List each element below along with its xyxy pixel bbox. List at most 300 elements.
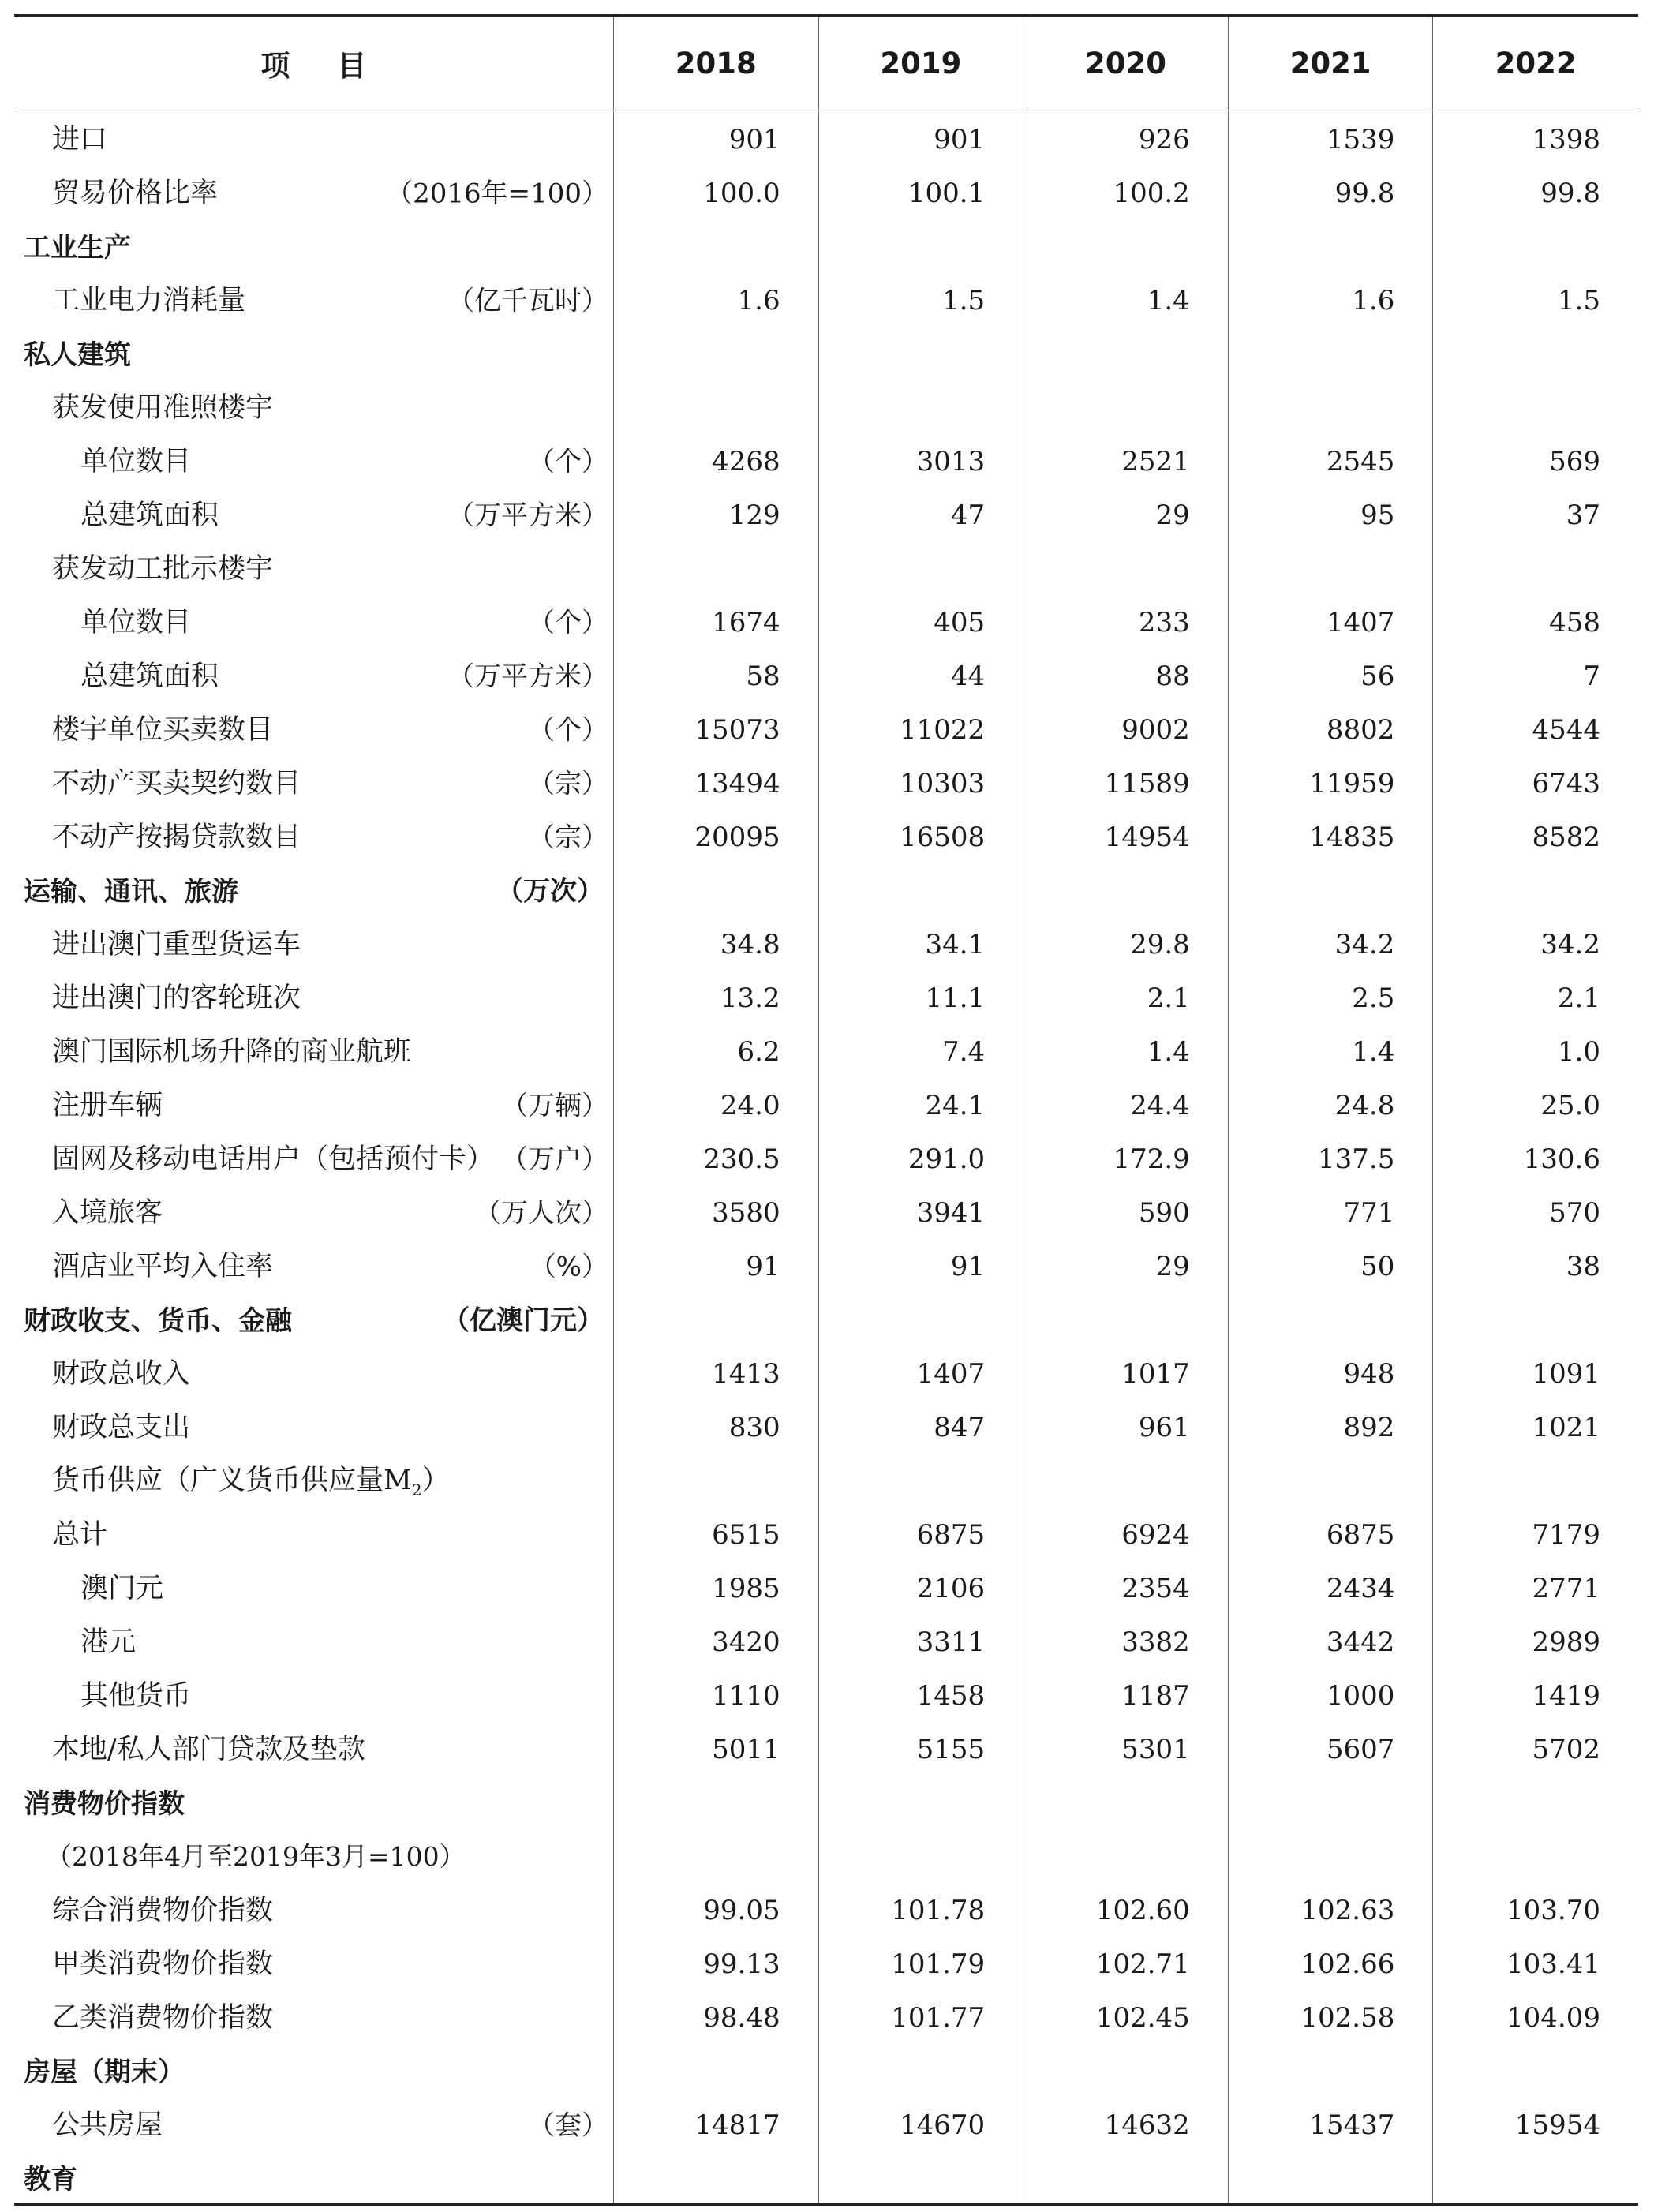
value-cell: 901 [614,110,819,164]
row-label-cell [14,379,614,432]
row-label-cell [14,701,614,754]
value-cell [819,540,1024,593]
value-cell [1023,862,1229,915]
value-cell: 2771 [1532,1573,1600,1604]
value-cell [1229,218,1434,271]
value-cell [1433,540,1638,593]
value-cell: 99.05 [614,1881,819,1935]
row-label-cell [14,915,614,969]
value-cell: 102.66 [1229,1935,1434,1989]
value-cell: 34.2 [1540,929,1600,960]
value-cell: 6743 [1532,768,1600,799]
row-label-cell [14,1076,614,1130]
row-label-text: 总建筑面积 [80,500,219,531]
row-label-text: 获发动工批示楼宇 [52,553,274,585]
row-unit: （万人次） [474,1197,608,1230]
value-cell: 3580 [614,1184,819,1237]
row-label-text: 消费物价指数 [24,1787,185,1820]
row-label-text: 综合消费物价指数 [52,1895,274,1926]
value-cell [1023,325,1229,379]
value-cell: 1021 [1532,1412,1600,1443]
value-cell [819,218,1024,271]
value-cell: 103.70 [1506,1895,1600,1926]
value-cell: 47 [819,486,1024,540]
value-cell: 1000 [1229,1667,1434,1720]
value-cell: 11022 [819,701,1024,754]
row-label-cell [14,2096,614,2150]
value-cell: 9002 [1023,701,1229,754]
row-label-text: 教育 [24,2163,77,2195]
value-cell [614,540,819,593]
header-year: 2022 [1495,46,1577,80]
row-label-cell [14,2150,614,2203]
value-cell [1229,862,1434,915]
value-cell: 1187 [1023,1667,1229,1720]
row-label [14,601,191,640]
value-cell: 29 [1023,1237,1229,1291]
row-label-cell [14,593,614,647]
row-label [14,1888,273,1928]
value-cell: 14670 [819,2096,1024,2150]
table-row [14,1559,1638,1613]
value-cell: 13494 [614,754,819,808]
row-label [14,2050,185,2089]
row-label-cell [14,1881,614,1935]
row-label-text: 贸易价格比率 [52,178,219,209]
value-cell: 11.1 [819,969,1024,1023]
row-label [14,1352,190,1391]
value-cell: 101.79 [819,1935,1024,1989]
value-cell: 137.5 [1229,1130,1434,1184]
value-cell [1023,1774,1229,1828]
value-cell: 7 [1583,661,1600,692]
value-cell: 44 [819,647,1024,701]
value-cell: 5011 [614,1720,819,1774]
table-row [14,915,1638,969]
table-row [14,1184,1638,1237]
table-row [14,164,1638,218]
value-cell: 892 [1229,1398,1434,1452]
value-cell: 24.4 [1023,1076,1229,1130]
row-label [14,1674,191,1713]
row-label [14,1458,450,1499]
table-row [14,808,1638,862]
row-label [14,1996,273,2035]
value-cell: 13.2 [614,969,819,1023]
value-cell [819,1291,1024,1345]
value-cell [614,1774,819,1828]
row-label-text: 进口 [52,124,108,155]
row-label-subscript: 2 [411,1480,422,1499]
row-unit: （2016年=100） [386,178,608,210]
row-label [14,708,273,747]
value-cell [1433,1452,1638,1506]
value-cell: 1.4 [1023,271,1229,325]
value-cell: 91 [819,1237,1024,1291]
value-cell [819,379,1024,432]
row-unit: （万平方米） [447,500,608,532]
value-cell: 14817 [614,2096,819,2150]
value-cell: 101.77 [819,1989,1024,2042]
value-cell: 1.4 [1229,1023,1434,1076]
table-row [14,325,1638,379]
value-cell: 88 [1023,647,1229,701]
value-cell: 590 [1023,1184,1229,1237]
row-label [14,493,219,533]
value-cell: 4268 [614,432,819,486]
table-row [14,1023,1638,1076]
value-cell: 2521 [1023,432,1229,486]
row-label [14,654,219,694]
row-label [14,1566,163,1606]
row-label [14,1030,411,1069]
table-row [14,1667,1638,1720]
value-cell: 1.5 [819,271,1024,325]
value-cell: 2106 [819,1559,1024,1613]
table-row [14,1345,1638,1398]
row-label [14,1405,190,1445]
value-cell: 16508 [819,808,1024,862]
value-cell [1433,1291,1638,1345]
row-unit: （宗） [528,822,608,854]
value-cell: 1674 [614,593,819,647]
row-label [14,1836,466,1873]
value-cell: 100.2 [1023,164,1229,218]
row-label-text: 获发使用准照楼宇 [52,392,274,424]
value-cell [1023,540,1229,593]
row-label-text: 酒店业平均入住率 [52,1251,274,1282]
row-label-cell [14,1345,614,1398]
value-cell: 569 [1549,446,1600,477]
value-cell: 6924 [1023,1506,1229,1559]
value-cell [1433,862,1638,915]
row-label-text: 固网及移动电话用户（包括预付卡） [52,1143,495,1175]
value-cell: 104.09 [1506,2002,1600,2034]
table-row [14,1398,1638,1452]
table-row [14,2096,1638,2150]
row-label [14,118,107,157]
value-cell: 11589 [1023,754,1229,808]
value-cell: 5155 [819,1720,1024,1774]
row-unit: （万平方米） [447,661,608,693]
value-cell [614,1291,819,1345]
value-cell: 15073 [614,701,819,754]
value-cell: 14954 [1023,808,1229,862]
value-cell: 20095 [614,808,819,862]
value-cell: 1458 [819,1667,1024,1720]
value-cell [1433,1774,1638,1828]
value-cell: 98.48 [614,1989,819,2042]
value-cell: 58 [614,647,819,701]
row-label [14,976,301,1016]
value-cell [1023,2042,1229,2096]
value-cell [1023,379,1229,432]
row-unit: （个） [528,446,608,478]
value-cell: 56 [1229,647,1434,701]
value-cell: 14632 [1023,2096,1229,2150]
value-cell: 130.6 [1523,1143,1600,1175]
row-unit: （套） [528,2109,608,2142]
row-label [14,1244,273,1284]
value-cell: 11959 [1229,754,1434,808]
value-cell [1433,325,1638,379]
value-cell [1229,1828,1434,1881]
value-cell: 8582 [1532,822,1600,853]
value-cell: 1985 [614,1559,819,1613]
value-cell: 830 [614,1398,819,1452]
table-row [14,1720,1638,1774]
row-label-text: 入境旅客 [52,1197,163,1229]
table-row [14,593,1638,647]
value-cell: 102.63 [1229,1881,1434,1935]
row-label-cell [14,1398,614,1452]
row-label-cell [14,1506,614,1559]
value-cell: 100.0 [614,164,819,218]
row-label [14,547,273,586]
row-label [14,2158,77,2196]
row-label-cell [14,271,614,325]
row-label-text: 工业生产 [24,231,131,264]
row-label-text: 乙类消费物价指数 [52,2002,274,2034]
row-label [14,1191,163,1230]
value-cell: 1.6 [1229,271,1434,325]
value-cell [1023,1828,1229,1881]
table-row [14,1828,1638,1881]
row-label-text: 注册车辆 [52,1090,163,1121]
row-label-text: 甲类消费物价指数 [52,1948,274,1980]
value-cell: 1419 [1532,1680,1600,1712]
value-cell: 101.78 [819,1881,1024,1935]
value-cell [614,2042,819,2096]
row-label-cell [14,218,614,271]
value-cell: 100.1 [819,164,1024,218]
row-label-cell [14,2042,614,2096]
value-cell: 771 [1229,1184,1434,1237]
value-cell: 2.5 [1229,969,1434,1023]
table-row [14,754,1638,808]
row-label [14,440,191,479]
value-cell: 34.1 [819,915,1024,969]
row-label [14,171,218,211]
value-cell [1433,1828,1638,1881]
row-label [14,1782,185,1821]
value-cell [1229,1452,1434,1506]
row-label-cell [14,486,614,540]
table-row [14,2150,1638,2203]
value-cell: 3382 [1023,1613,1229,1667]
value-cell [1023,1452,1229,1506]
row-label-text: 总计 [52,1519,108,1551]
row-unit: （亿澳门元） [443,1304,604,1337]
value-cell [1229,325,1434,379]
value-cell [1229,2042,1434,2096]
value-cell: 948 [1229,1345,1434,1398]
row-label [14,923,301,962]
value-cell: 2354 [1023,1559,1229,1613]
row-label-text: 港元 [80,1626,137,1658]
value-cell: 99.13 [614,1935,819,1989]
value-cell: 172.9 [1023,1130,1229,1184]
table-row [14,271,1638,325]
value-cell [1433,2042,1638,2096]
row-label [14,815,301,855]
table-row [14,1989,1638,2042]
value-cell: 2545 [1229,432,1434,486]
value-cell [1023,218,1229,271]
value-cell: 102.71 [1023,1935,1229,1989]
value-cell: 230.5 [614,1130,819,1184]
value-cell: 1407 [819,1345,1024,1398]
value-cell: 233 [1023,593,1229,647]
value-cell: 1.0 [1557,1036,1600,1068]
value-cell: 14835 [1229,808,1434,862]
value-cell [819,2150,1024,2203]
table-body [14,110,1638,2203]
row-label-text: 财政总支出 [52,1412,191,1443]
value-cell: 7179 [1532,1519,1600,1551]
table-row [14,379,1638,432]
row-label [14,1727,365,1767]
statistics-table [14,14,1638,2206]
row-label-text: 单位数目 [80,446,192,477]
value-cell: 1.4 [1023,1023,1229,1076]
value-cell [1023,2150,1229,2203]
table-row [14,1076,1638,1130]
table-row [14,1452,1638,1506]
value-cell: 1.6 [614,271,819,325]
value-cell: 7.4 [819,1023,1024,1076]
value-cell [614,862,819,915]
row-label-cell [14,432,614,486]
row-unit: （个） [528,607,608,639]
value-cell: 2.1 [1023,969,1229,1023]
value-cell: 6515 [614,1506,819,1559]
table-row [14,1130,1638,1184]
row-label-text: 总建筑面积 [80,661,219,692]
value-cell: 4544 [1532,714,1600,746]
row-label-text: 货币供应（广义货币供应量M [52,1465,412,1496]
row-label-cell [14,808,614,862]
value-cell [1023,1291,1229,1345]
row-label-cell [14,1613,614,1667]
value-cell: 3420 [614,1613,819,1667]
row-label-text: 公共房屋 [52,2109,163,2141]
header-year: 2021 [1229,17,1434,110]
table-row [14,701,1638,754]
value-cell: 8802 [1229,701,1434,754]
value-cell: 37 [1566,500,1600,531]
value-cell [1229,1291,1434,1345]
value-cell [1433,218,1638,271]
row-label-text: （2018年4月至2019年3月=100） [46,1840,466,1872]
table-row [14,1774,1638,1828]
row-label-text: 进出澳门的客轮班次 [52,982,301,1014]
row-label-cell [14,164,614,218]
value-cell [819,325,1024,379]
row-label-cell [14,1023,614,1076]
row-unit: （万次） [496,875,604,908]
value-cell: 24.1 [819,1076,1024,1130]
value-cell [1433,2150,1638,2203]
value-cell [614,2150,819,2203]
table-row [14,2042,1638,2096]
row-unit: （万辆） [501,1090,608,1122]
row-label [14,1513,107,1552]
table-row [14,1935,1638,1989]
row-label-tail: ） [421,1465,450,1496]
row-label-cell [14,1184,614,1237]
value-cell: 1110 [614,1667,819,1720]
table-row [14,647,1638,701]
row-label [14,870,238,908]
row-label-cell [14,1237,614,1291]
value-cell [614,218,819,271]
value-cell: 5607 [1229,1720,1434,1774]
value-cell: 99.8 [1229,164,1434,218]
value-cell [819,2042,1024,2096]
value-cell: 291.0 [819,1130,1024,1184]
row-label-cell [14,969,614,1023]
row-label-cell [14,110,614,164]
value-cell [614,379,819,432]
value-cell: 34.8 [614,915,819,969]
row-label-cell [14,1452,614,1506]
value-cell: 102.58 [1229,1989,1434,2042]
row-label-text: 私人建筑 [24,339,131,371]
value-cell: 6875 [819,1506,1024,1559]
value-cell: 91 [614,1237,819,1291]
row-label-text: 房屋（期末） [24,2056,185,2088]
value-cell: 25.0 [1540,1090,1600,1121]
row-label-cell [14,325,614,379]
value-cell: 50 [1229,1237,1434,1291]
value-cell [1229,2150,1434,2203]
value-cell: 3013 [819,432,1024,486]
value-cell: 926 [1023,110,1229,164]
row-label [14,1620,136,1660]
value-cell: 2434 [1229,1559,1434,1613]
value-cell: 3442 [1229,1613,1434,1667]
row-label-cell [14,1720,614,1774]
value-cell: 15437 [1229,2096,1434,2150]
row-label-text: 财政总收入 [52,1358,191,1390]
value-cell: 29 [1023,486,1229,540]
row-label [14,1942,273,1982]
value-cell: 1091 [1532,1358,1600,1390]
table-row [14,969,1638,1023]
row-unit: （宗） [528,768,608,800]
row-label-cell [14,754,614,808]
value-cell: 961 [1023,1398,1229,1452]
value-cell: 3311 [819,1613,1024,1667]
value-cell: 102.45 [1023,1989,1229,2042]
header-year: 2019 [819,17,1024,110]
header-year: 2018 [614,17,819,110]
table-row [14,1881,1638,1935]
row-label-cell [14,1935,614,1989]
header-year: 2020 [1023,17,1229,110]
value-cell: 405 [819,593,1024,647]
row-label [14,1084,163,1123]
value-cell: 458 [1549,607,1600,638]
row-label-cell [14,1559,614,1613]
row-label-text: 不动产买卖契约数目 [52,768,301,799]
table-row [14,110,1638,164]
value-cell [819,862,1024,915]
value-cell: 2989 [1532,1626,1600,1658]
value-cell: 2.1 [1557,982,1600,1014]
value-cell: 1398 [1532,124,1600,155]
